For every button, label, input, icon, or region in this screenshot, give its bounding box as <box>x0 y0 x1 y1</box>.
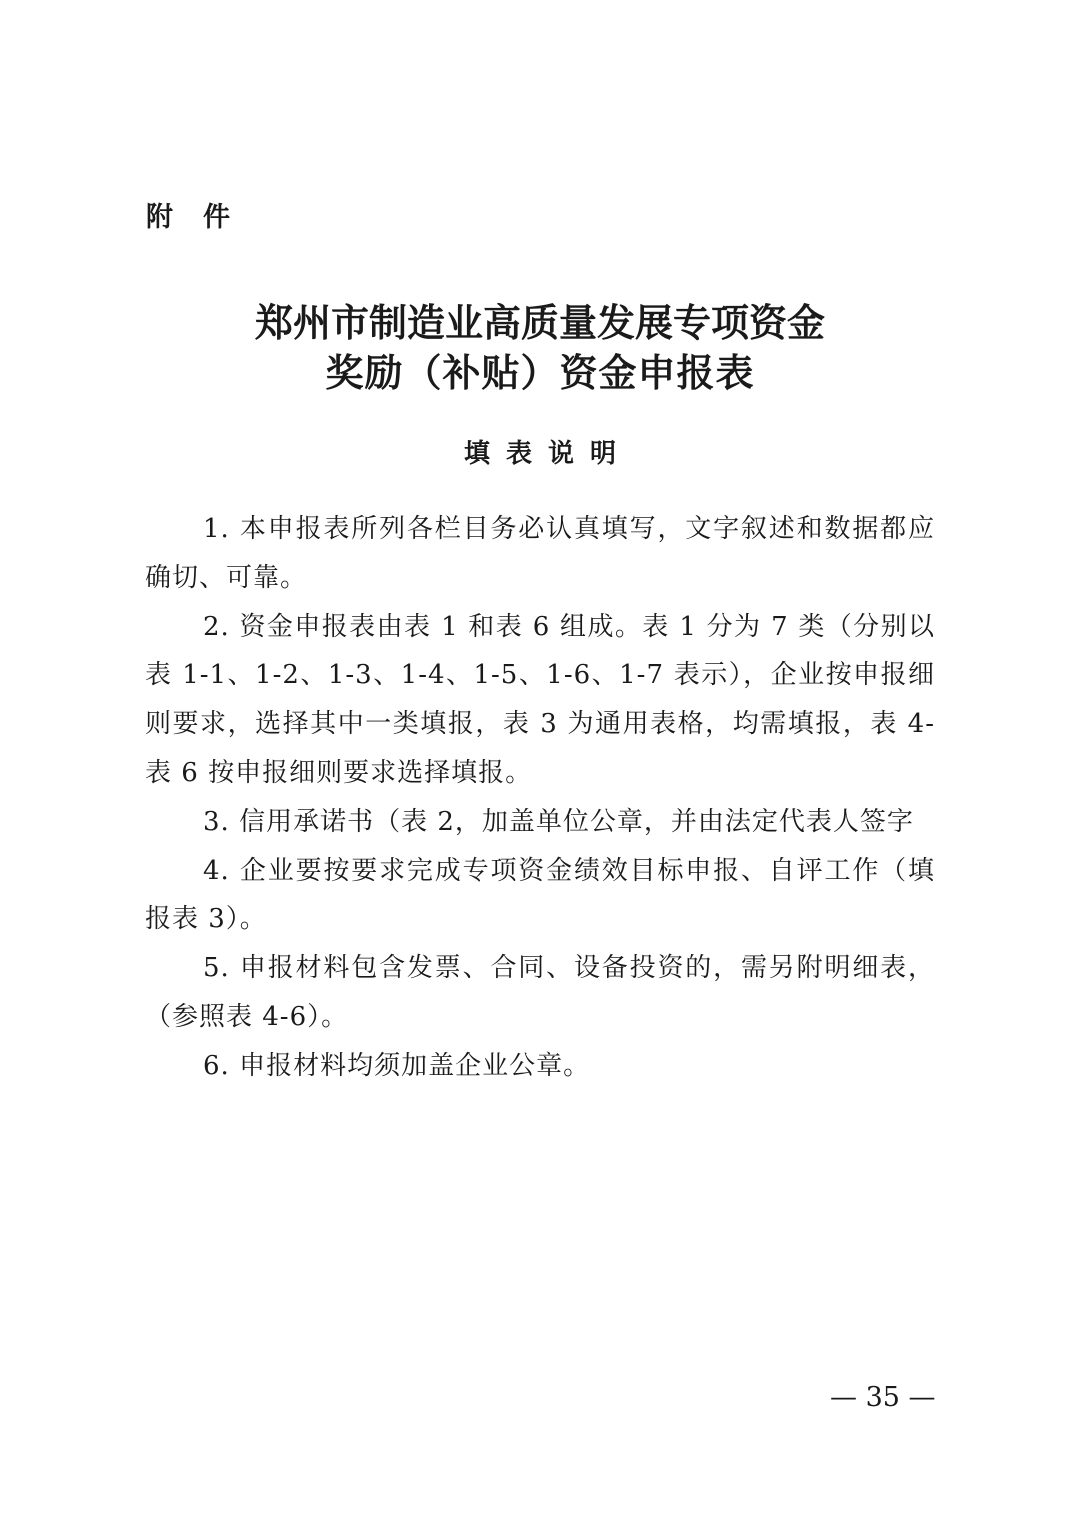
instructions-heading: 填表说明 <box>463 439 632 469</box>
title-line-1: 郑州市制造业高质量发展专项资金 <box>254 300 825 345</box>
title-line-2: 奖励（补贴）资金申报表 <box>325 350 755 395</box>
instruction-item-1: 1. 本申报表所列各栏目务必认真填写，文字叙述和数据都应确切、可靠。 <box>145 514 935 593</box>
instructions-body <box>145 505 935 1091</box>
instruction-item-3: 3. 信用承诺书（表 2，加盖单位公章，并由法定代表人签字 <box>203 806 914 837</box>
instruction-item-2: 2. 资金申报表由表 1 和表 6 组成。表 1 分为 7 类（分别以表 1-1、1-2、1-3、1-4、1-5、1-6、1-7 表示），企业按申报细则要求，选择其中一类填报，表 3 为通用表格，均需填报，表 4-表 6 按申报细则要求选择填报。 <box>145 611 935 788</box>
instruction-item-6: 6. 申报材料均须加盖企业公章。 <box>203 1050 591 1081</box>
page-number: — 35 — <box>830 1382 936 1413</box>
attachment-label: 附件 <box>146 202 260 233</box>
instruction-item-4: 4. 企业要按要求完成专项资金绩效目标申报、自评工作（填报表 3）。 <box>145 855 935 935</box>
instruction-item-5: 5. 申报材料包含发票、合同、设备投资的，需另附明细表，（参照表 4-6）。 <box>145 953 935 1032</box>
